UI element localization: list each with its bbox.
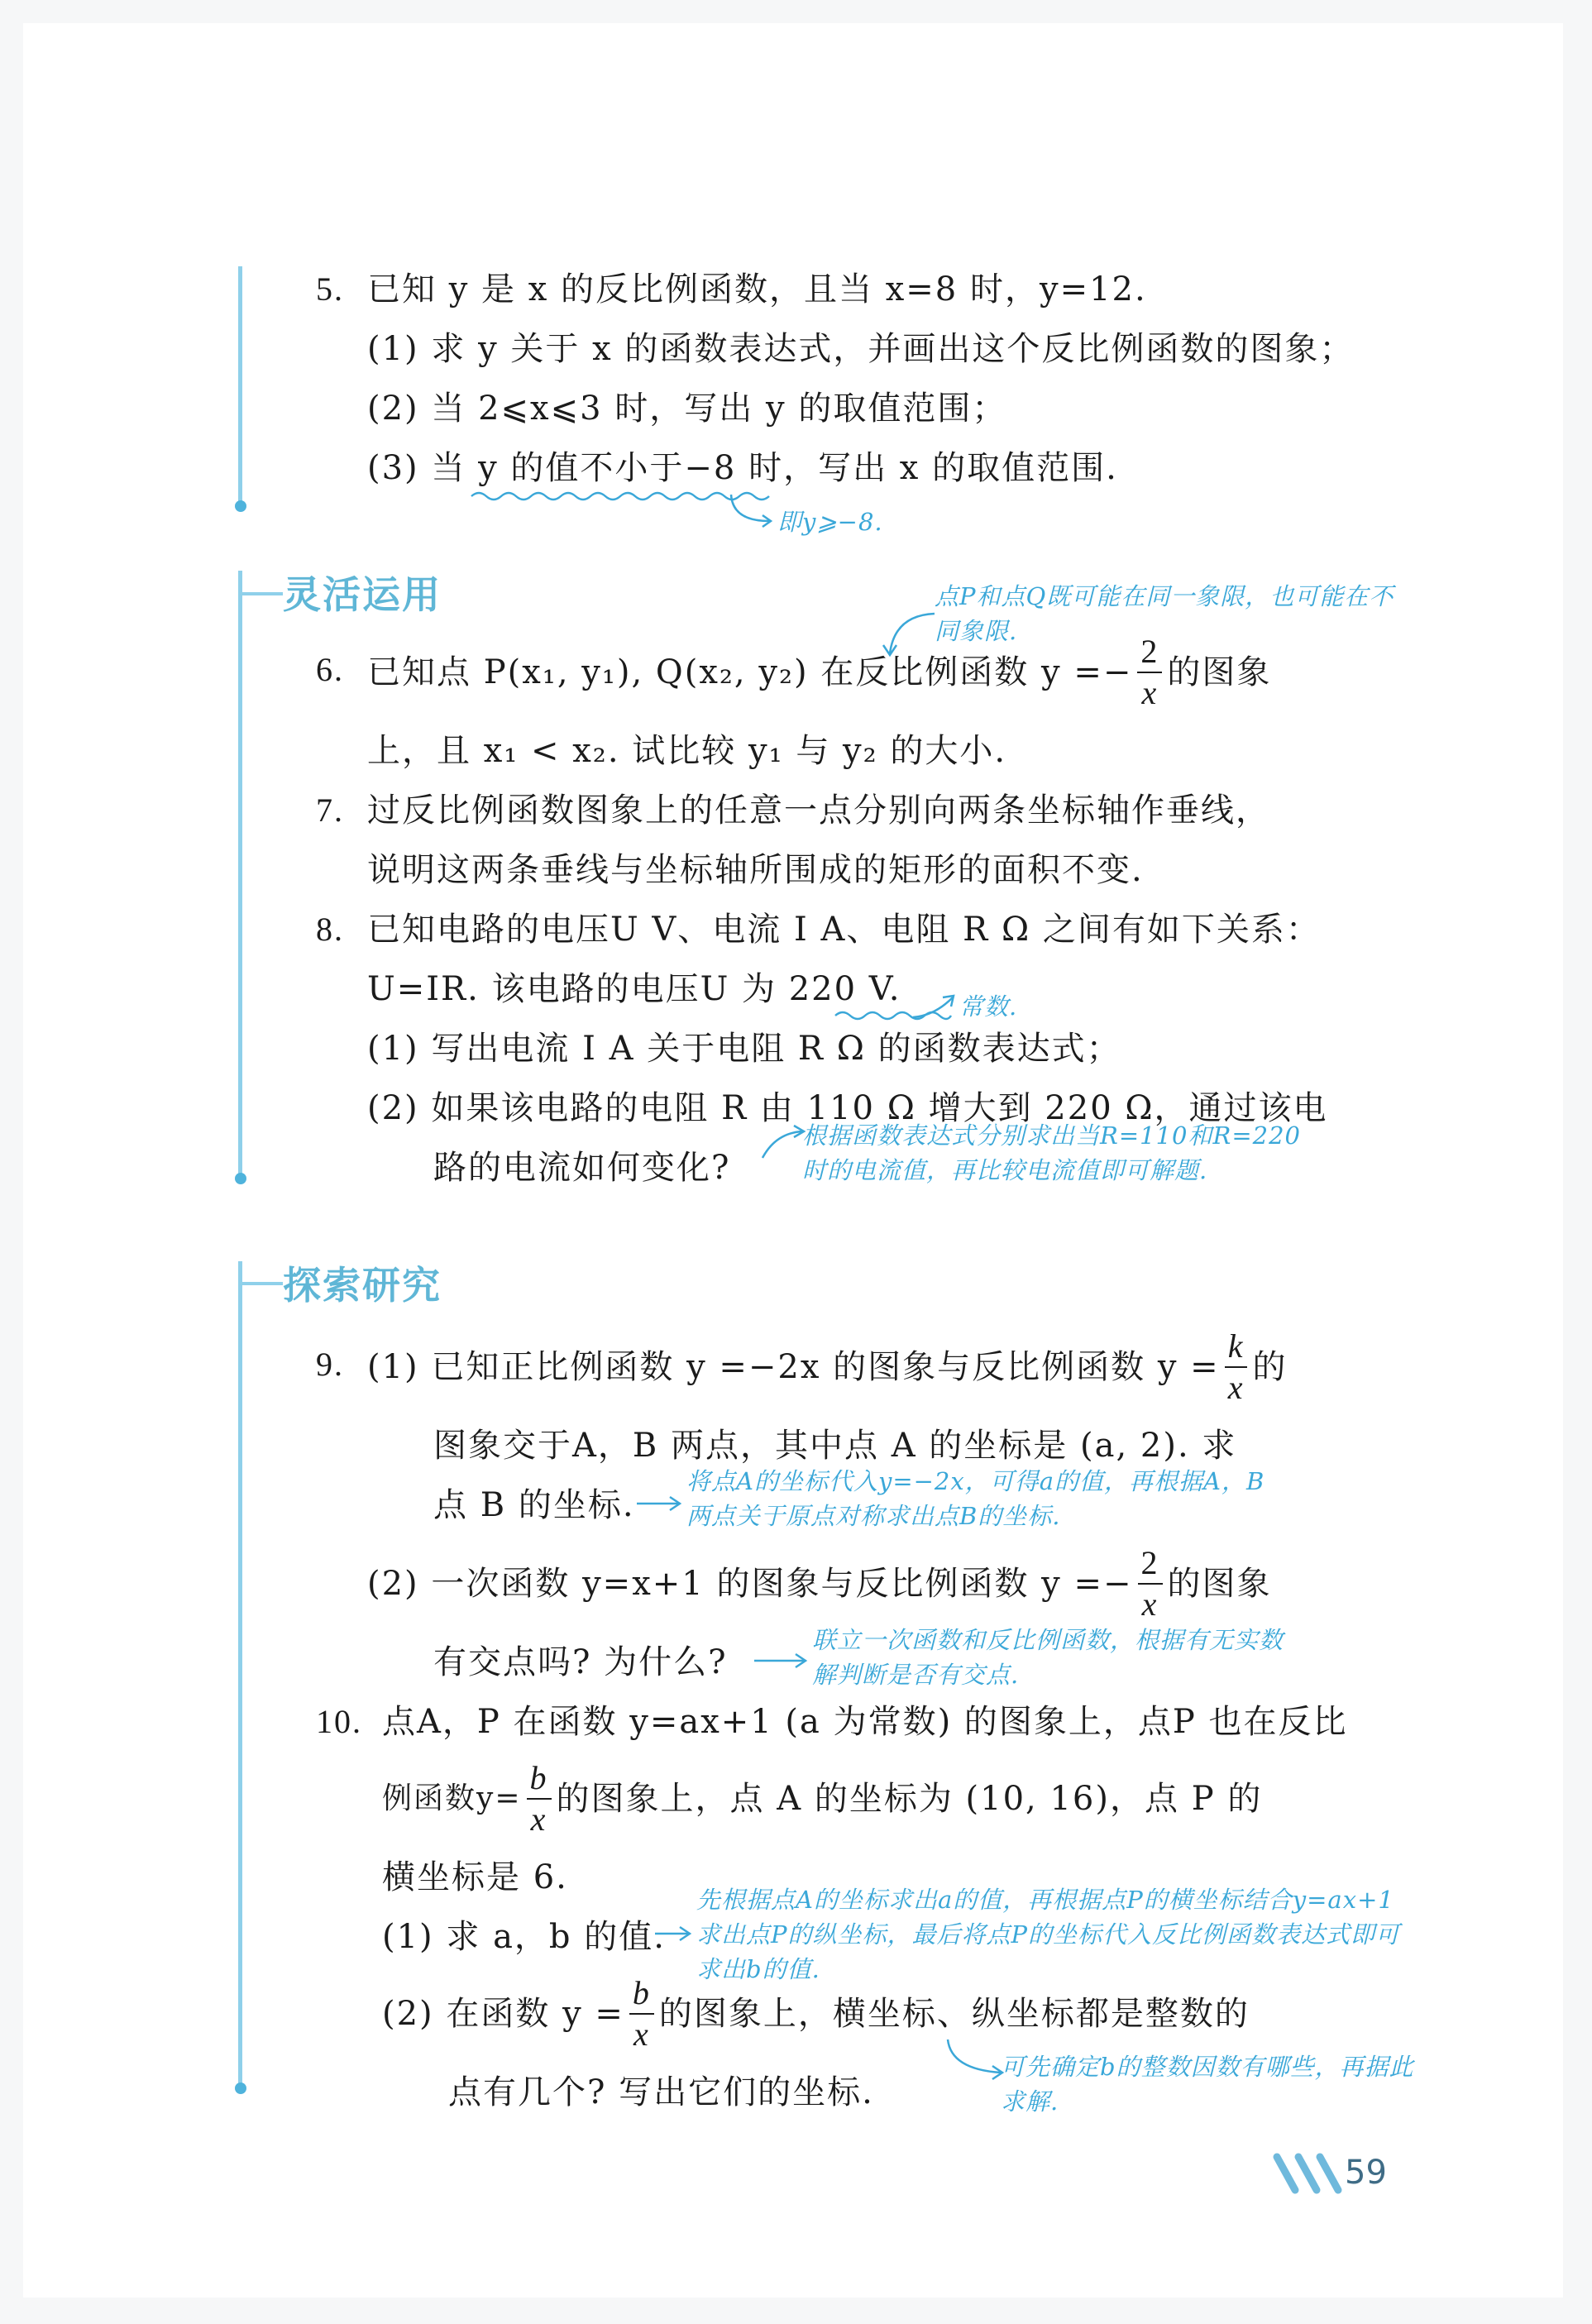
q8-line2-post: . bbox=[888, 970, 901, 1008]
q5-part3-pre: (3) 当 bbox=[367, 449, 479, 487]
q8-note2-arrow bbox=[759, 1125, 809, 1166]
q9-part1-line1-post: 的 bbox=[1252, 1348, 1288, 1386]
q10-part2-note-arrow bbox=[943, 2036, 1009, 2086]
q10-line2-post: 的图象上，点 A 的坐标为 (10, 16)，点 P 的 bbox=[556, 1780, 1263, 1818]
section-title-explore: 探索研究 bbox=[283, 1263, 442, 1308]
q6-line1 bbox=[367, 635, 1271, 710]
q9-part2-fraction bbox=[1138, 1544, 1163, 1623]
q10-part1-note-arrow bbox=[653, 1924, 695, 1944]
q8-note2: 根据函数表达式分别求出当R=110和R=220时的电流值，再比较电流值即可解题. bbox=[802, 1121, 1301, 1185]
q10-fraction bbox=[527, 1759, 552, 1838]
q6-number: 6. bbox=[316, 651, 344, 688]
q9-part2-line1-post: 的图象 bbox=[1167, 1565, 1272, 1603]
q10-part1-note: 先根据点A的坐标求出a的值，再根据点P的横坐标结合y=ax+1求出点P的纵坐标，最后将点P的坐标代入反比例函数表达式即可求出b的值. bbox=[696, 1886, 1401, 1984]
q8-line2-underlined: 220 V bbox=[788, 970, 889, 1008]
q8-const-arrow bbox=[910, 989, 959, 1022]
q8-part2-line2: 路的电流如何变化? bbox=[433, 1149, 731, 1187]
q5-note-arrow bbox=[728, 493, 777, 529]
page-number: 59 bbox=[1345, 2154, 1387, 2192]
q9-part1-fraction-den: x bbox=[1227, 1369, 1245, 1406]
q9-part1-line1 bbox=[367, 1327, 1288, 1406]
q6-fraction-num: 2 bbox=[1137, 635, 1162, 673]
q8-note-const: 常数. bbox=[959, 992, 1018, 1021]
q6-line2: 上，且 x₁ < x₂. 试比较 y₁ 与 y₂ 的大小. bbox=[367, 732, 1007, 770]
q9-part2-fraction-num: 2 bbox=[1138, 1547, 1163, 1585]
q5-wavy-underline bbox=[471, 490, 769, 503]
q5-part3-underlined: y 的值不小于−8 bbox=[478, 449, 737, 487]
section-rule-explore bbox=[238, 1282, 283, 1285]
margin-rule-1 bbox=[238, 266, 242, 508]
q5-note: 即y⩾−8. bbox=[777, 508, 883, 536]
q10-part2-note: 可先确定b的整数因数有哪些，再据此求解. bbox=[1001, 2053, 1414, 2116]
q8-line2 bbox=[367, 970, 901, 1008]
q7-number: 7. bbox=[316, 791, 344, 829]
q6-fraction-den: x bbox=[1141, 674, 1159, 711]
q9-part2-line1 bbox=[367, 1544, 1272, 1623]
q9-part1-fraction bbox=[1225, 1327, 1248, 1406]
q7-line2: 说明这两条垂线与坐标轴所围成的矩形的面积不变. bbox=[367, 851, 1144, 889]
q5-part2: (2) 当 2⩽x⩽3 时，写出 y 的取值范围； bbox=[367, 390, 1007, 428]
q10-part1: (1) 求 a，b 的值. bbox=[382, 1918, 666, 1956]
q10-part2-line1 bbox=[382, 1974, 1250, 2053]
q9-part1-line3: 点 B 的坐标. bbox=[433, 1486, 635, 1524]
q9-part2-note: 联立一次函数和反比例函数，根据有无实数解判断是否有交点. bbox=[812, 1626, 1284, 1690]
q9-part2-fraction-den: x bbox=[1141, 1585, 1159, 1623]
margin-rule-2 bbox=[238, 571, 242, 1179]
q8-line2-pre: U=IR. 该电路的电压U 为 bbox=[367, 970, 789, 1008]
q9-part1-line1-pre: (1) 已知正比例函数 y =−2x 的图象与反比例函数 y = bbox=[367, 1348, 1220, 1386]
q10-part2-post: 的图象上，横坐标、纵坐标都是整数的 bbox=[658, 1995, 1250, 2033]
q8-number: 8. bbox=[316, 911, 344, 948]
q9-part1-note-arrow bbox=[635, 1494, 685, 1513]
q10-fraction-num: b bbox=[527, 1762, 552, 1800]
q9-part2-line1-pre: (2) 一次函数 y=x+1 的图象与反比例函数 y =− bbox=[367, 1565, 1133, 1603]
q10-part2-fraction bbox=[629, 1974, 654, 2053]
margin-dot-2 bbox=[235, 1173, 246, 1184]
q10-line2-pre: 例函数y= bbox=[382, 1781, 522, 1815]
q8-part1: (1) 写出电流 I A 关于电阻 R Ω 的函数表达式； bbox=[367, 1030, 1121, 1068]
q9-part2-line2: 有交点吗? 为什么? bbox=[433, 1643, 728, 1681]
section-rule-flexible bbox=[238, 592, 283, 595]
q5-number: 5. bbox=[316, 270, 344, 308]
q10-part2-fraction-den: x bbox=[633, 2016, 650, 2053]
margin-dot-1 bbox=[235, 500, 246, 512]
q10-line2 bbox=[382, 1759, 1263, 1838]
q10-part2-line2: 点有几个? 写出它们的坐标. bbox=[448, 2073, 874, 2111]
q8-line1: 已知电路的电压U V、电流 I A、电阻 R Ω 之间有如下关系： bbox=[367, 911, 1321, 949]
margin-dot-3 bbox=[235, 2083, 246, 2094]
q10-number: 10. bbox=[316, 1703, 362, 1740]
q8-part2-line1: (2) 如果该电路的电阻 R 由 110 Ω 增大到 220 Ω，通过该电 bbox=[367, 1089, 1328, 1127]
q7-line1: 过反比例函数图象上的任意一点分别向两条坐标轴作垂线， bbox=[367, 791, 1270, 830]
q9-part2-note-arrow bbox=[753, 1651, 810, 1671]
q5-stem: 已知 y 是 x 的反比例函数，且当 x=8 时，y=12. bbox=[367, 270, 1147, 308]
q9-part1-note: 将点A的坐标代入y=−2x，可得a的值，再根据A，B两点关于原点对称求出点B的坐标. bbox=[686, 1467, 1265, 1531]
q9-number: 9. bbox=[316, 1346, 344, 1383]
margin-rule-3 bbox=[238, 1261, 242, 2088]
q9-part1-fraction-num: k bbox=[1225, 1330, 1248, 1368]
q6-note: 点P和点Q既可能在同一象限，也可能在不同象限. bbox=[935, 582, 1394, 646]
q5-part1: (1) 求 y 关于 x 的函数表达式，并画出这个反比例函数的图象； bbox=[367, 330, 1355, 368]
q10-line3: 横坐标是 6. bbox=[382, 1858, 568, 1896]
q10-part2-pre: (2) 在函数 y = bbox=[382, 1995, 624, 2033]
q5-part3-post: 时，写出 x 的取值范围. bbox=[736, 449, 1118, 487]
q6-line1-pre: 已知点 P(x₁, y₁), Q(x₂, y₂) 在反比例函数 y =− bbox=[367, 653, 1133, 691]
q10-part2-fraction-num: b bbox=[629, 1977, 654, 2015]
q9-part1-line2: 图象交于A，B 两点，其中点 A 的坐标是 (a, 2). 求 bbox=[433, 1427, 1237, 1465]
q10-fraction-den: x bbox=[530, 1800, 547, 1838]
q5-part3 bbox=[367, 449, 1118, 487]
q6-fraction bbox=[1137, 635, 1162, 710]
section-title-flexible: 灵活运用 bbox=[283, 572, 442, 617]
q6-line1-post: 的图象 bbox=[1167, 653, 1272, 691]
page-number-stripes-icon bbox=[1274, 2155, 1348, 2192]
q10-line1: 点A，P 在函数 y=ax+1 (a 为常数) 的图象上，点P 也在反比 bbox=[382, 1703, 1348, 1741]
